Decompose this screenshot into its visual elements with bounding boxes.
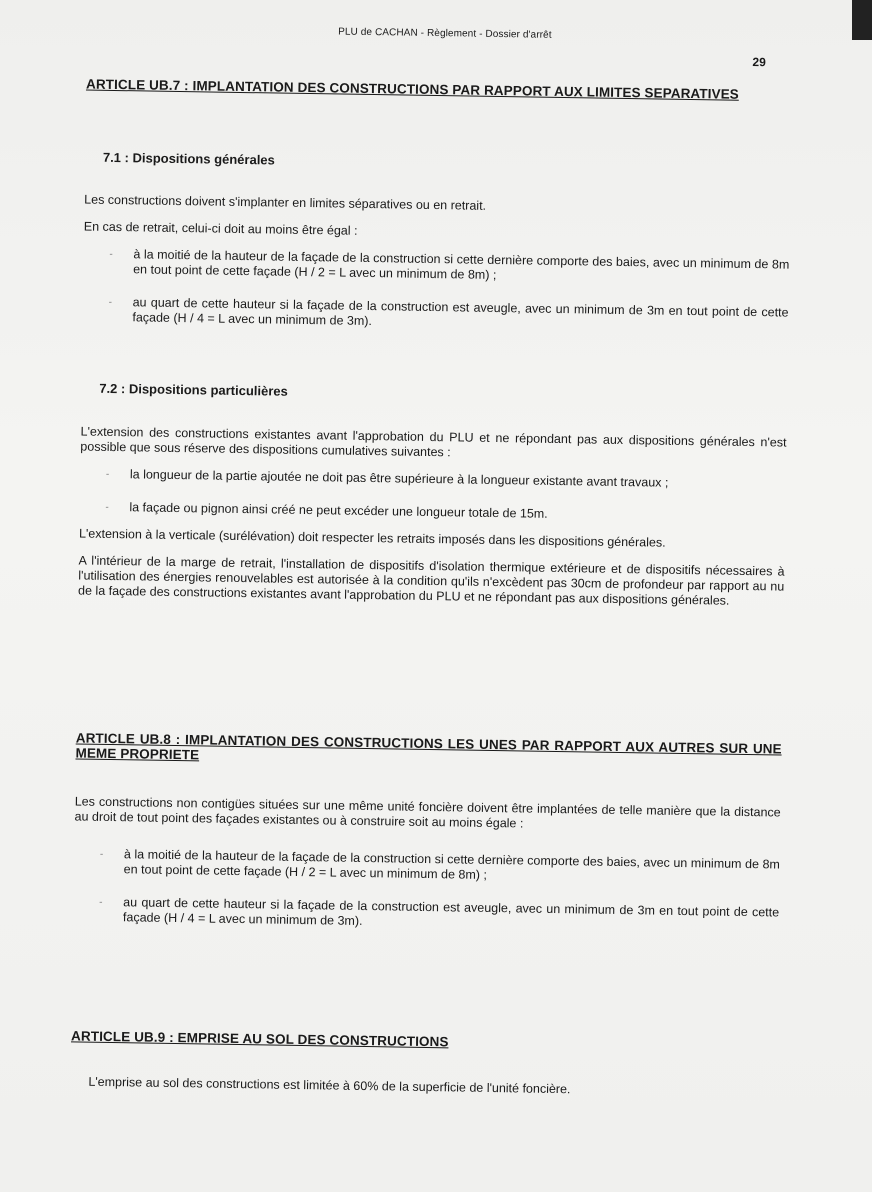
section-7-1-heading-block xyxy=(103,150,809,176)
article-ub9-heading-block xyxy=(71,1028,777,1054)
bullet-dash-icon: - xyxy=(99,848,104,860)
section-7-1-body xyxy=(82,193,790,336)
article-ub8-heading-block xyxy=(75,730,781,771)
section-7-1-paragraph: Les constructions doivent s'implanter en limites séparatives ou en retrait. xyxy=(84,192,487,213)
section-7-1-list xyxy=(82,247,789,336)
list-item: - à la moitié de la hauteur de la façade de la construction si cette dernière comporte des baies, avec un minimum de 8m en tout point de cette façade (H / 2 = L avec un minimum de 8m) ; xyxy=(109,247,790,283)
list-item: - au quart de cette hauteur si la façade de la construction est aveugle, avec un minimum de 3m en tout point de cette façade (H / 4 = L avec un minimum de 3m). xyxy=(108,295,789,329)
bullet-dash-icon: - xyxy=(105,501,109,513)
page-number: 29 xyxy=(752,54,766,70)
list-item: - au quart de cette hauteur si la façade de la construction est aveugle, avec un minimum de 3m en tout point de cette façade (H / 4 = L avec un minimum de 3m). xyxy=(99,895,780,928)
list-item: - la façade ou pignon ainsi créé ne peut excéder une longueur totale de 15m. xyxy=(105,500,548,521)
section-7-2-title: 7.2 : Dispositions particulières xyxy=(99,380,288,399)
section-7-2-paragraph: L'extension à la verticale (surélévation) doit respecter les retraits imposés dans les dispositions générales. xyxy=(78,526,666,550)
bullet-dash-icon: - xyxy=(99,896,103,908)
section-7-2-body xyxy=(78,424,787,609)
article-ub9-paragraph: L'emprise au sol des constructions est limitée à 60% de la superficie de l'unité foncière. xyxy=(88,1074,571,1097)
article-ub9-body xyxy=(88,1075,794,1101)
section-7-1-paragraph: En cas de retrait, celui-ci doit au moins être égal : xyxy=(83,219,358,238)
section-7-2-paragraph: A l'intérieur de la marge de retrait, l'installation de dispositifs d'isolation thermique extérieure et de dispositifs nécessaires à l'utilisation des énergies renouvelables est autorisée à la condition qu'ils n'excèdent pas 30cm de profondeur par rapport au nu de la façade des constructions existantes avant l'approbation du PLU et ne répondant pas aux dispositions générales. xyxy=(77,553,785,608)
list-item: - la longueur de la partie ajoutée ne doit pas être supérieure à la longueur existante avant travaux ; xyxy=(105,467,669,490)
list-item: - à la moitié de la hauteur de la façade de la construction si cette dernière comporte des baies, avec un minimum de 8m en tout point de cette façade (H / 2 = L avec un minimum de 8m) ; xyxy=(99,847,780,882)
section-7-2-heading-block xyxy=(99,381,805,407)
article-ub9-title: ARTICLE UB.9 : EMPRISE AU SOL DES CONSTRUCTIONS xyxy=(70,1028,449,1050)
section-7-2-paragraph: L'extension des constructions existantes avant l'approbation du PLU et ne répondant pas aux dispositions générales n'est possible que sous réserve des dispositions cumulatives suivantes : xyxy=(80,424,787,460)
article-ub8-list xyxy=(73,846,780,935)
article-ub7-title: ARTICLE UB.7 : IMPLANTATION DES CONSTRUCTIONS PAR RAPPORT AUX LIMITES SEPARATIVES xyxy=(85,76,739,102)
article-ub8-title: ARTICLE UB.8 : IMPLANTATION DES CONSTRUCTIONS LES UNES PAR RAPPORT AUX AUTRES SUR UNE MEME PROPRIETE xyxy=(75,730,782,763)
bullet-dash-icon: - xyxy=(109,248,113,260)
bullet-dash-icon: - xyxy=(105,468,110,480)
article-ub8-body xyxy=(73,794,781,935)
section-7-2-list xyxy=(79,466,786,525)
bullet-dash-icon: - xyxy=(108,296,113,308)
article-ub8-paragraph: Les constructions non contigües situées sur une même unité foncière doivent être implantées de telle manière que la distance au droit de tout point des façades existantes ou à construire soit au moins égale : xyxy=(74,794,781,831)
section-7-1-title: 7.1 : Dispositions générales xyxy=(102,149,275,168)
article-ub7-heading-block xyxy=(86,77,792,103)
running-header: PLU de CACHAN - Règlement - Dossier d'arrêt xyxy=(338,26,552,41)
